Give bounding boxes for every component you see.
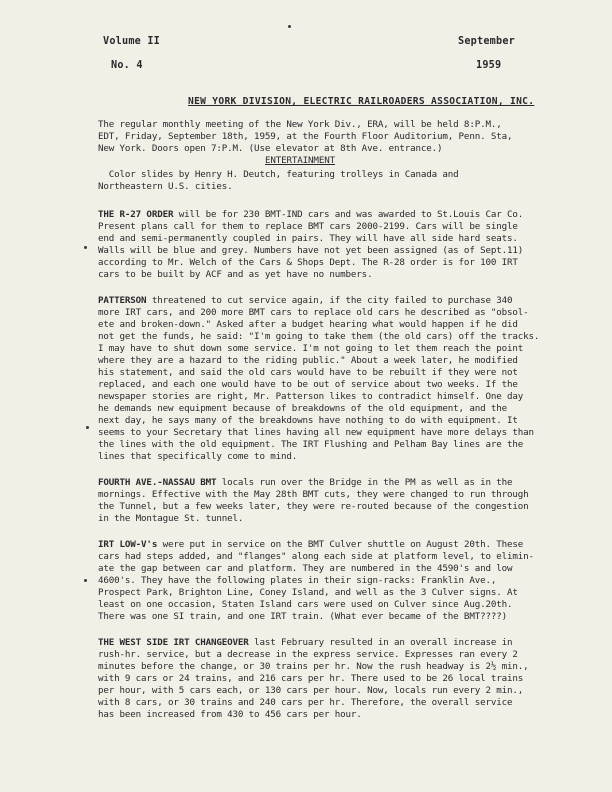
article-line: 4600's. They have the following plates in their sign-racks: Franklin Ave.,: [98, 575, 497, 586]
article-line: per hour, with 5 cars each, or 130 cars per hour. Now, locals run every 2 min.,: [98, 685, 524, 696]
article-lead: THE R-27 ORDER: [98, 209, 174, 220]
article-line: the Tunnel, but a few weeks later, they were re-routed because of the congestion: [98, 501, 529, 512]
article-line: where they are a hazard to the riding public." About a week later, he modified: [98, 355, 518, 366]
article-line: newspaper stories are right, Mr. Patterson likes to contradict himself. One day: [98, 391, 524, 402]
article-line: seems to your Secretary that lines having all new equipment have more delays than: [98, 427, 534, 438]
article-line: next day, he says many of the breakdowns have nothing to do with equipment. It: [98, 415, 518, 426]
entertainment-line: Northeastern U.S. cities.: [98, 181, 233, 192]
entertainment-line: Color slides by Henry H. Deutch, featuring trolleys in Canada and: [98, 169, 459, 180]
article-line: ete and broken-down." Asked after a budget hearing what would happen if he did: [98, 319, 518, 330]
article-line: in the Montague St. tunnel.: [98, 513, 244, 524]
article-line: cars had steps added, and "flanges" along each side at platform level, to elimin-: [98, 551, 534, 562]
article-line: he demands new equipment because of breakdowns of the old equipment, and the: [98, 403, 507, 414]
organization-title: NEW YORK DIVISION, ELECTRIC RAILROADERS ASSOCIATION, INC.: [188, 96, 535, 107]
article-text: last February resulted in an overall increase in: [248, 637, 513, 648]
article-line: [98, 637, 512, 649]
article-line: rush-hr. service, but a decrease in the express service. Expresses ran every 2: [98, 649, 518, 660]
article-lead: PATTERSON: [98, 295, 147, 306]
article-line: cars to be built by ACF and as yet have no numbers.: [98, 269, 373, 280]
speck-mark: [84, 579, 87, 582]
article-line: [98, 477, 512, 489]
article-line: with 9 cars or 24 trains, and 216 cars per hr. There used to be 26 local trains: [98, 673, 524, 684]
article-line: There was one SI train, and one IRT train. (What ever became of the BMT????): [98, 611, 507, 622]
article-text: will be for 230 BMT-IND cars and was awarded to St.Louis Car Co.: [173, 209, 524, 220]
entertainment-heading: ENTERTAINMENT: [265, 155, 335, 166]
meeting-line: EDT, Friday, September 18th, 1959, at the Fourth Floor Auditorium, Penn. Sta,: [98, 131, 513, 142]
article-line: lines that specifically come to mind.: [98, 451, 298, 462]
article-line: [98, 295, 512, 307]
article-lead: IRT LOW-V's: [98, 539, 158, 550]
article-text: locals run over the Bridge in the PM as well as in the: [216, 477, 513, 488]
meeting-line: The regular monthly meeting of the New York Div., ERA, will be held 8:P.M.,: [98, 119, 502, 130]
article-line: Walls will be blue and grey. Numbers have not yet been assigned (as of Sept.11): [98, 245, 524, 256]
speck-mark: [84, 246, 87, 249]
article-line: according to Mr. Welch of the Cars & Shops Dept. The R-28 order is for 100 IRT: [98, 257, 518, 268]
article-line: his statement, and said the old cars would have to be rebuilt if they were not: [98, 367, 518, 378]
month-label: September: [458, 36, 516, 47]
article-line: least on one occasion, Staten Island cars were used on Culver since Aug.20th.: [98, 599, 513, 610]
article-line: I may have to shut down some service. I'm not going to let them reach the point: [98, 343, 524, 354]
year-label: 1959: [476, 60, 502, 71]
article-line: mornings. Effective with the May 28th BMT cuts, they were changed to run through: [98, 489, 529, 500]
article-line: [98, 209, 523, 221]
article-line: has been increased from 430 to 456 cars per hour.: [98, 709, 362, 720]
article-line: minutes before the change, or 30 trains per hr. Now the rush headway is 2½ min.,: [98, 661, 529, 672]
article-line: Prospect Park, Brighton Line, Coney Island, and well as the 3 Culver signs. At: [98, 587, 518, 598]
article-line: end and semi-permanently coupled in pairs. They will have all side hard seats.: [98, 233, 518, 244]
article-line: [98, 539, 523, 551]
article-lead: THE WEST SIDE IRT CHANGEOVER: [98, 637, 249, 648]
article-line: ate the gap between car and platform. They are numbered in the 4590's and low: [98, 563, 513, 574]
article-line: with 8 cars, or 30 trains and 240 cars per hr. Therefore, the overall service: [98, 697, 513, 708]
article-line: the lines with the old equipment. The IRT Flushing and Pelham Bay lines are the: [98, 439, 524, 450]
article-text: were put in service on the BMT Culver shuttle on August 20th. These: [157, 539, 524, 550]
speck-mark: [86, 426, 89, 429]
article-lead: FOURTH AVE.-NASSAU BMT: [98, 477, 217, 488]
meeting-line: New York. Doors open 7:P.M. (Use elevator at 8th Ave. entrance.): [98, 143, 443, 154]
article-text: threatened to cut service again, if the city failed to purchase 340: [146, 295, 513, 306]
volume-label: Volume II: [103, 36, 161, 47]
article-line: not get the funds, he said: "I'm going to take them (the old cars) off the tracks.: [98, 331, 540, 342]
article-line: Present plans call for them to replace BMT cars 2000-2199. Cars will be single: [98, 221, 518, 232]
article-line: replaced, and each one would have to be out of service about two weeks. If the: [98, 379, 518, 390]
article-line: more IRT cars, and 200 more BMT cars to replace old cars he described as "obsol-: [98, 307, 529, 318]
issue-number: No. 4: [111, 60, 143, 71]
speck-mark: [288, 25, 291, 28]
